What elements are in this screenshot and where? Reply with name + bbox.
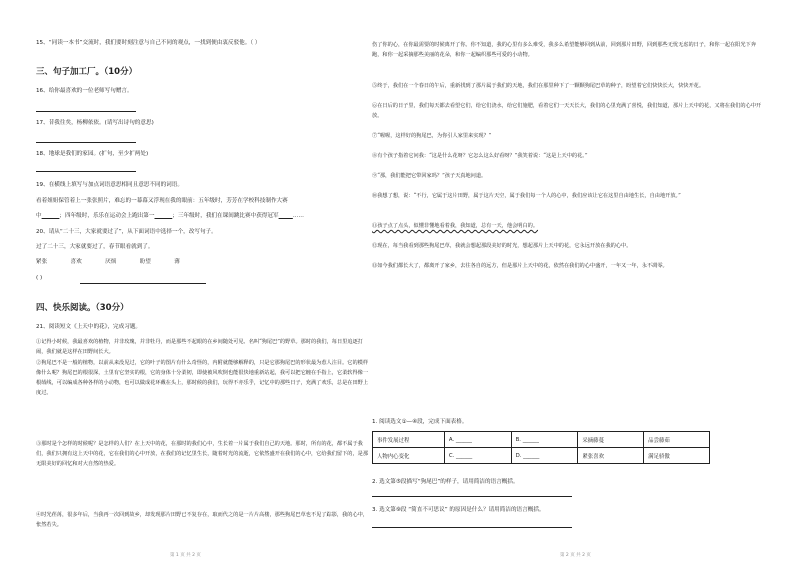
question-18: 18、地球是我们的家园。(扩句，至少扩两处) <box>36 151 149 157</box>
event-emotion-table <box>372 431 710 464</box>
passage-paragraph-13: ⑬如今我们都长大了，都离开了家乡，去往各自的远方，但是那片上天中的花，依然在我们的心中盛开，一年又一年，永不凋零。 <box>372 263 668 269</box>
question-20-word-choices <box>36 259 180 266</box>
answer-cell-c[interactable]: C. ______ <box>444 448 511 464</box>
word-choice-3: 厌烦 <box>105 259 117 265</box>
table-cell: 紧张喜欢 <box>578 448 644 464</box>
q19-text-d: …… <box>292 213 304 219</box>
q19-text-c: ；三年级时，我们在课间跳比赛中获得冠军 <box>172 213 279 219</box>
passage-paragraph-3: ③那时是个怎样的时候呢？是怎样的人们？在上天中的花，在那时的我们心中，生长着一片属于我们自己的天地。那时，所有的花，都不属于我们，我们只拥有这上天中的花，它在我们的心中开放，在我们的记忆里生长，随着时光的流逝，它依然盛开在我们的心中，它给我们留下的，是那无限美好的回忆和对大自然的热爱。 <box>36 441 369 467</box>
reading-question-1: 1. 阅读选文①—④段，完成下面表格。 <box>372 419 468 425</box>
answer-blank-17[interactable] <box>36 142 136 143</box>
passage-paragraph-9: ⑨“那，我们能把它带回家吗？”孩子天真地问道。 <box>372 173 487 179</box>
table-header-cell: 事件发展过程 <box>373 432 445 448</box>
passage-paragraph-2: ②狗尾巴不是一般的植物，以前从来没见过，它的叶子的图片有什么奇怪的，内附就能够解释的，只是它那狗尾巴的形状最为惹人注目。它的模样像什么呢？狗尾巴的根很深，土里有它坚实的根，它的身体十分柔韧，即使被风吹倒也能很快地重新站起，我可以把它缠在手指上，它柔软得像一根绒线，可以编成各种各样的小动物，也可以做成花环戴在头上，那时候的我们，玩得不亦乐乎，记忆中的那些日子，充满了欢乐，总是在田野上度过。 <box>36 360 369 396</box>
answer-cell-d[interactable]: D. ______ <box>511 448 578 464</box>
answer-blank-18[interactable] <box>36 171 136 172</box>
reading-question-3: 3. 选文第⑨段 “简直不可思议” 的原因是什么？请用简洁的语言概括。 <box>372 507 545 513</box>
question-20-paren: ( ) <box>36 275 43 281</box>
answer-cell-b[interactable]: B. ______ <box>511 432 578 448</box>
answer-blank-19a[interactable] <box>42 213 60 219</box>
passage-paragraph-10: ⑩我想了想，说：“不行，它属于这片田野，属于这片天空，属于我们每一个人的心中，我们应该让它在这里自由地生长，自由地开放。” <box>372 193 681 199</box>
answer-cell-a[interactable]: A. ______ <box>444 432 511 448</box>
question-20-sentence: 过了二十三，大家就要过了，春节眼看就到了。 <box>36 244 154 250</box>
table-row <box>373 448 710 464</box>
answer-blank-16[interactable] <box>36 111 136 112</box>
passage-paragraph-5: ⑤终于，我们在一个春日的午后，重新找到了那片属于我们的天地，我们在那里种下了一颗颗狗尾巴草的种子，盼望着它们快快长大，快快开花。 <box>372 83 705 89</box>
passage-paragraph-7: ⑦“喔喔，这样好的狗尾巴，为你引人家里来实现？” <box>372 133 492 139</box>
table-header-cell: 人物内心变化 <box>373 448 445 464</box>
question-20: 20、请从“二十三，大家就要过了”，从下面词语中选择一个，改写句子。 <box>36 229 217 235</box>
q19-text-b: ；四年级时，乐乐在运动会上跑出第一 <box>59 213 155 219</box>
question-17: 17、昔我往矣，杨柳依依。(请写出诗句的意思) <box>36 120 154 126</box>
word-choice-5: 薄 <box>174 259 180 265</box>
section-3-heading: 三、句子加工厂。（10分） <box>36 67 138 77</box>
question-15: 15、“同读一本书”交流时，我们要时刻注意与自己不同的观点，一找到便由衷反驳他。（ ） <box>36 40 261 46</box>
question-19-line-3 <box>36 213 304 220</box>
right-column <box>372 0 766 562</box>
table-cell: 采摘藤蔓 <box>578 432 644 448</box>
question-21: 21、阅读短文《上天中的花》，完成习题。 <box>36 324 142 330</box>
passage-paragraph-4: ④时光荏苒，很多年后，当我再一次回到故乡，却发现那片田野已不复存在，取而代之的是一片片高楼，那些狗尾巴草也不见了踪影，我的心中，怅然若失。 <box>36 512 369 528</box>
answer-blank-19c[interactable] <box>279 213 293 219</box>
passage-paragraph-6: ⑥在日后的日子里，我们每天都去看望它们，给它们浇水，给它们施肥，看着它们一天天长大，我们的心里充满了喜悦，我们知道，那片上天中的花，又将在我们的心中开放。 <box>372 103 762 119</box>
page-number-left: 第 1 页 共 2 页 <box>170 553 201 558</box>
word-choice-1: 紧张 <box>36 259 48 265</box>
table-cell: 满足骄傲 <box>644 448 710 464</box>
question-19-line-2: 看着姐姐保管着上一张张照片，难忘的一幕幕又浮现在我的眼前：五年级时，芳芳在学校科技制作大赛 <box>36 198 288 204</box>
question-19: 19、在横线上填写与加点词语意思相同且意思不同的词语。 <box>36 182 183 188</box>
question-16: 16、给你最喜欢的一位老师写句赠言。 <box>36 88 133 94</box>
table-cell: 品尝藤茹 <box>644 432 710 448</box>
word-choice-4: 盼望 <box>139 259 151 265</box>
answer-blank-reading-3[interactable] <box>372 527 572 528</box>
passage-paragraph-12: ⑫现在，每当我看到那些狗尾巴草，我就会想起那段美好的时光，想起那片上天中的花，它永远开放在我的心中。 <box>372 243 632 249</box>
page-number-right: 第 2 页 共 2 页 <box>560 553 591 558</box>
answer-blank-reading-2[interactable] <box>372 496 572 497</box>
table-row <box>373 432 710 448</box>
section-4-heading: 四、快乐阅读。（30分） <box>36 303 129 313</box>
answer-blank-20[interactable] <box>80 283 206 284</box>
passage-paragraph-8: ⑧有个孩子指着它问我：“这是什么花呀？它怎么这么好看呀？”我笑着说：“这是上天中的花。” <box>372 153 588 159</box>
passage-paragraph-11: ⑪孩子点了点头，似懂非懂地看着我，我知道，总有一天，他会明白的。 <box>372 223 539 229</box>
passage-paragraph-1: ①记得小时候，我最喜欢的植物，并非玫瑰，并非牡丹，而是那些不起眼的在乡间随处可见、名叫“狗尾巴”的野草。那时的我们，每日里追逐打闹，我们就是这样在田野间长大。 <box>36 339 363 355</box>
q19-text-a: 中 <box>36 213 42 219</box>
word-choice-2: 喜欢 <box>70 259 82 265</box>
reading-question-2: 2. 选文第⑤段描写“狗尾巴”的样子，请用简洁的语言概括。 <box>372 479 519 485</box>
answer-blank-19b[interactable] <box>155 213 173 219</box>
left-column <box>36 0 373 562</box>
passage-continued-1: 伤了你的心，在你最需要的时候离开了你。你不知道，我的心里有多么难受，我多么希望能够回到从前，回到那片田野，回到那些无忧无虑的日子，和你一起在阳光下奔跑，和你一起采摘那些美丽的花朵，和你一起编织那些可爱的小动物。 <box>372 42 756 58</box>
